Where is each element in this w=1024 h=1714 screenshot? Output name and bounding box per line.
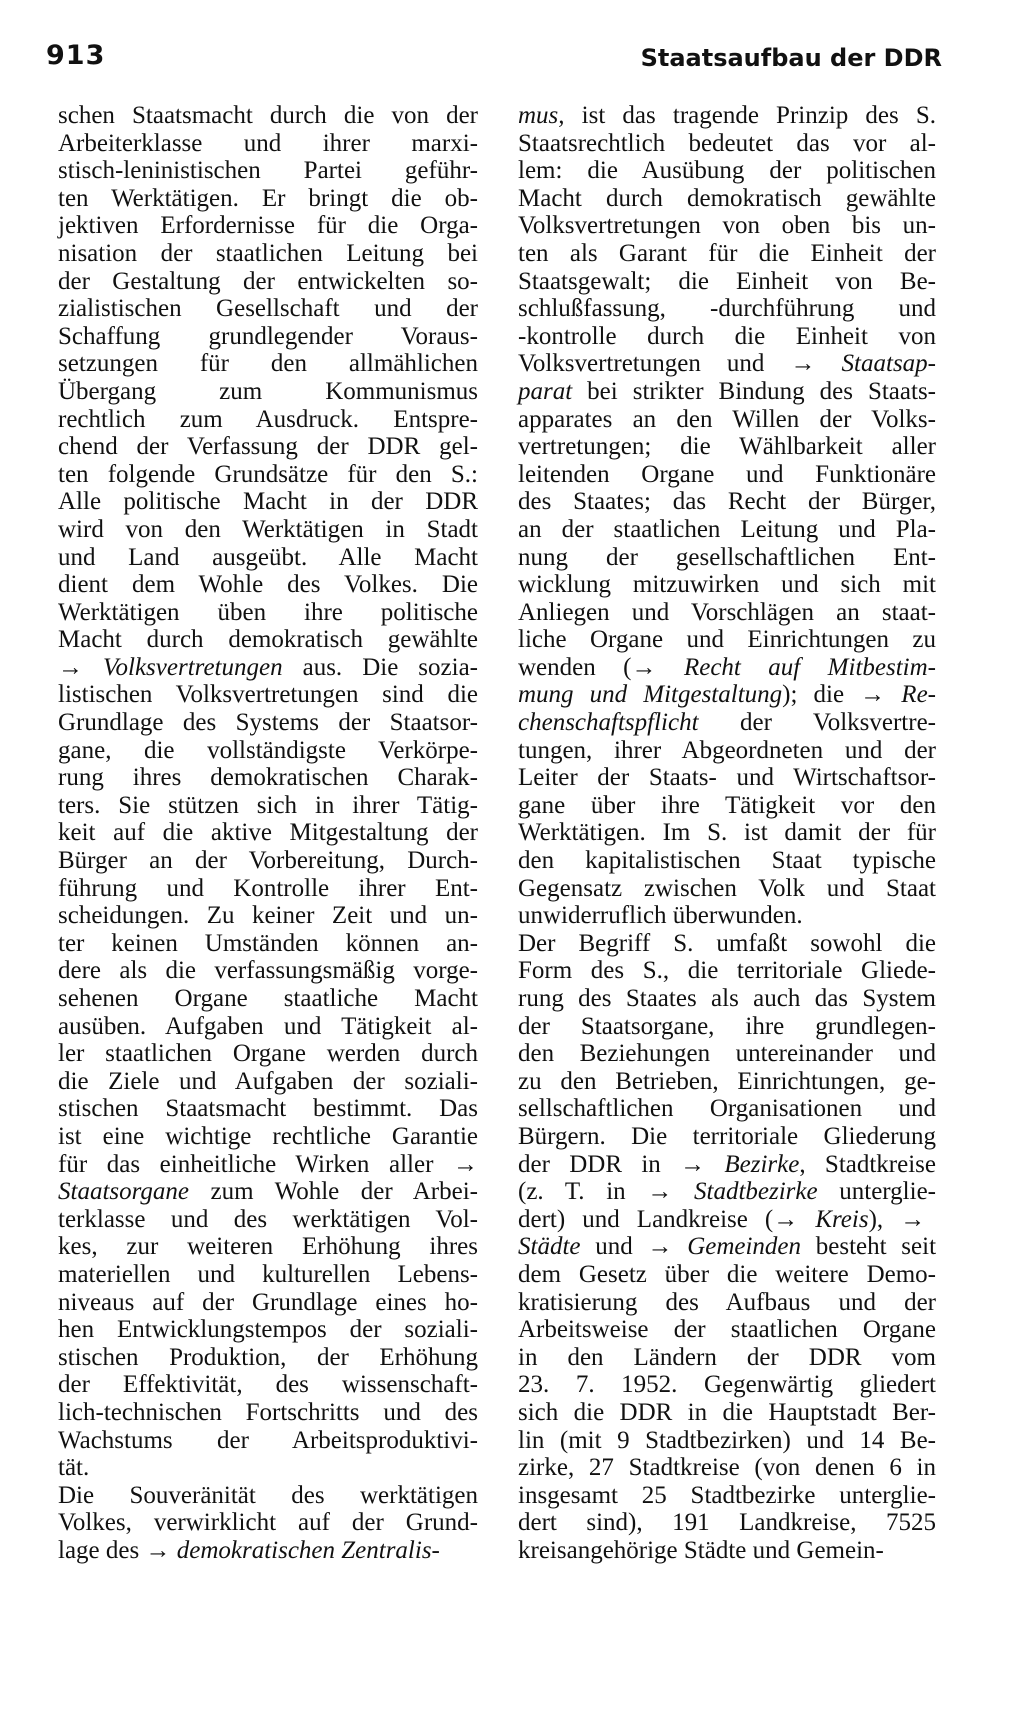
- text-segment: die Ziele und Aufgaben der soziali-: [58, 1067, 478, 1095]
- text-segment: chend der Verfassung der DDR gel-: [58, 433, 478, 461]
- text-line: [58, 433, 478, 461]
- text-line: [518, 654, 936, 682]
- text-line: [518, 1344, 936, 1372]
- text-segment: zum Wohle der Arbei-: [189, 1178, 478, 1206]
- cross-reference: Staatsorgane: [58, 1178, 190, 1206]
- text-line: [58, 1371, 478, 1399]
- text-line: [518, 737, 936, 765]
- text-segment: terklasse und des werktätigen Vol-: [58, 1205, 478, 1233]
- text-segment: zu den Betrieben, Einrichtungen, ge-: [518, 1067, 936, 1095]
- text-segment: dem Gesetz über die weitere Demo-: [518, 1260, 936, 1288]
- text-segment: wenden (→: [518, 653, 684, 681]
- text-segment: kreisangehörige Städte und Gemein-: [518, 1536, 884, 1564]
- text-line: [58, 1261, 478, 1289]
- text-segment: zirke, 27 Stadtkreise (von denen 6 in: [518, 1454, 936, 1482]
- text-segment: Arbeitsweise der staatlichen Organe: [518, 1316, 936, 1344]
- text-line: [58, 709, 478, 737]
- cross-reference: parat: [518, 377, 573, 405]
- text-line: [58, 819, 478, 847]
- text-segment: der DDR in →: [518, 1150, 725, 1178]
- cross-reference: Stadtbezirke: [694, 1178, 818, 1206]
- text-segment: dient dem Wohle des Volkes. Die: [58, 571, 478, 599]
- text-segment: 23. 7. 1952. Gegenwärtig gliedert: [518, 1371, 936, 1399]
- text-line: [58, 1040, 478, 1068]
- text-line: [58, 1482, 478, 1510]
- text-line: [518, 1427, 936, 1455]
- text-segment: dere als die verfassungsmäßig vorge-: [58, 957, 478, 985]
- text-segment: Wachstums der Arbeitsproduktivi-: [58, 1426, 478, 1454]
- text-segment: dert sind), 191 Landkreise, 7525: [518, 1509, 936, 1537]
- text-line: [518, 461, 936, 489]
- text-segment: sellschaftlichen Organisationen und: [518, 1095, 936, 1123]
- cross-reference: Volksvertretungen: [103, 653, 283, 681]
- text-segment: Macht durch demokratisch gewählte: [58, 626, 478, 654]
- text-line: [58, 1151, 478, 1179]
- text-segment: ten folgende Grundsätze für den S.:: [58, 460, 478, 488]
- text-segment: Arbeiterklasse und ihrer marxi-: [58, 129, 478, 157]
- text-segment: Übergang zum Kommunismus: [58, 377, 478, 405]
- text-line: [58, 1095, 478, 1123]
- text-line: [58, 681, 478, 709]
- text-line: [518, 681, 936, 709]
- cross-reference: Recht auf Mitbestim-: [683, 653, 936, 681]
- text-segment: lage des →: [58, 1536, 177, 1564]
- text-line: [518, 626, 936, 654]
- text-segment: stisch-leninistischen Partei geführ-: [58, 157, 478, 185]
- cross-reference: Staatsap-: [841, 350, 936, 378]
- text-line: [518, 130, 936, 158]
- text-segment: unwiderruflich überwunden.: [518, 902, 803, 930]
- cross-reference: mus,: [518, 102, 565, 129]
- text-segment: ausüben. Aufgaben und Tätigkeit al-: [58, 1012, 478, 1040]
- text-line: [58, 737, 478, 765]
- text-line: [518, 792, 936, 820]
- text-segment: →: [58, 653, 104, 681]
- text-segment: wird von den Werktätigen in Stadt: [58, 515, 478, 543]
- text-line: [58, 599, 478, 627]
- text-line: [518, 571, 936, 599]
- running-head: Staatsaufbau der DDR: [640, 44, 942, 72]
- text-segment: kratisierung des Aufbaus und der: [518, 1288, 936, 1316]
- text-segment: den Beziehungen untereinander und: [518, 1040, 936, 1068]
- text-line: [58, 1068, 478, 1096]
- text-segment: (z. T. in →: [518, 1178, 694, 1206]
- text-line: [518, 709, 936, 737]
- text-segment: ), →: [868, 1205, 926, 1233]
- text-line: [518, 819, 936, 847]
- text-segment: wicklung mitzuwirken und sich mit: [518, 571, 936, 599]
- text-segment: der Staatsorgane, ihre grundlegen-: [518, 1012, 936, 1040]
- text-line: [518, 1509, 936, 1537]
- text-segment: Werktätigen. Im S. ist damit der für: [518, 819, 936, 847]
- text-line: [518, 295, 936, 323]
- text-segment: der Volksvertre-: [698, 709, 936, 737]
- text-segment: der Gestaltung der entwickelten so-: [58, 267, 478, 295]
- text-segment: stischen Staatsmacht bestimmt. Das: [58, 1095, 478, 1123]
- text-segment: gane über ihre Tätigkeit vor den: [518, 791, 936, 819]
- text-segment: und Land ausgeübt. Alle Macht: [58, 543, 478, 571]
- text-segment: und →: [580, 1233, 688, 1261]
- text-line: [518, 350, 936, 378]
- text-segment: lich-technischen Fortschritts und des: [58, 1398, 478, 1426]
- text-line: [58, 157, 478, 185]
- cross-reference: Städte: [518, 1233, 581, 1261]
- text-segment: ten Werktätigen. Er bringt die ob-: [58, 184, 478, 212]
- text-segment: tungen, ihrer Abgeordneten und der: [518, 736, 936, 764]
- text-segment: hen Entwicklungstempos der soziali-: [58, 1316, 478, 1344]
- text-line: [518, 323, 936, 351]
- text-line: [58, 1178, 478, 1206]
- text-segment: Leiter der Staats- und Wirtschaftsor-: [518, 764, 936, 792]
- text-segment: apparates an den Willen der Volks-: [518, 405, 936, 433]
- text-segment: bei strikter Bindung des Staats-: [572, 377, 936, 405]
- text-line: [58, 350, 478, 378]
- text-segment: Bürger an der Vorbereitung, Durch-: [58, 847, 478, 875]
- cross-reference: Bezirke: [724, 1150, 800, 1178]
- text-segment: den kapitalistischen Staat typische: [518, 847, 936, 875]
- cross-reference: mung und Mitgestaltung: [518, 681, 783, 709]
- text-line: [518, 185, 936, 213]
- text-segment: rechtlich zum Ausdruck. Entspre-: [58, 405, 478, 433]
- text-line: [58, 323, 478, 351]
- text-line: [518, 1068, 936, 1096]
- cross-reference: Gemeinden: [687, 1233, 802, 1261]
- text-line: [518, 1454, 936, 1482]
- text-line: [518, 985, 936, 1013]
- text-segment: lin (mit 9 Stadtbezirken) und 14 Be-: [518, 1426, 936, 1454]
- text-line: [58, 1344, 478, 1372]
- text-segment: Anliegen und Vorschlägen an staat-: [518, 598, 936, 626]
- text-line: [58, 930, 478, 958]
- text-segment: für das einheitliche Wirken aller →: [58, 1150, 478, 1178]
- text-line: [518, 599, 936, 627]
- text-segment: Bürgern. Die territoriale Gliederung: [518, 1122, 936, 1150]
- text-segment: der Effektivität, des wissenschaft-: [58, 1371, 478, 1399]
- text-line: [518, 406, 936, 434]
- text-segment: Grundlage des Systems der Staatsor-: [58, 709, 478, 737]
- text-line: [518, 488, 936, 516]
- left-text-column: [58, 102, 478, 1564]
- text-segment: in den Ländern der DDR vom: [518, 1343, 936, 1371]
- text-line: [518, 847, 936, 875]
- text-segment: keit auf die aktive Mitgestaltung der: [58, 819, 478, 847]
- text-line: [58, 1399, 478, 1427]
- text-line: [58, 1316, 478, 1344]
- text-segment: leitenden Organe und Funktionäre: [518, 460, 936, 488]
- text-line: [58, 488, 478, 516]
- text-segment: Volkes, verwirklicht auf der Grund-: [58, 1509, 478, 1537]
- text-line: [58, 102, 478, 130]
- text-line: [518, 1537, 936, 1565]
- text-segment: Die Souveränität des werktätigen: [58, 1481, 478, 1509]
- text-segment: Alle politische Macht in der DDR: [58, 488, 478, 516]
- text-line: [58, 1509, 478, 1537]
- text-line: [518, 1261, 936, 1289]
- text-line: [58, 1013, 478, 1041]
- text-segment: ist eine wichtige rechtliche Garantie: [58, 1122, 478, 1150]
- text-line: [58, 1123, 478, 1151]
- text-line: [58, 571, 478, 599]
- text-segment: lem: die Ausübung der politischen: [518, 157, 936, 185]
- text-line: [518, 957, 936, 985]
- text-segment: aus. Die sozia-: [282, 653, 478, 681]
- text-segment: ten als Garant für die Einheit der: [518, 239, 936, 267]
- text-line: [58, 626, 478, 654]
- text-line: [58, 985, 478, 1013]
- text-line: [518, 902, 936, 930]
- text-line: [518, 1095, 936, 1123]
- text-segment: nisation der staatlichen Leitung bei: [58, 239, 478, 267]
- text-segment: schen Staatsmacht durch die von der: [58, 102, 478, 129]
- text-line: [518, 1289, 936, 1317]
- text-line: [58, 654, 478, 682]
- text-line: [58, 957, 478, 985]
- text-line: [58, 295, 478, 323]
- text-segment: zialistischen Gesellschaft und der: [58, 295, 478, 323]
- text-segment: niveaus auf der Grundlage eines ho-: [58, 1288, 478, 1316]
- text-segment: Schaffung grundlegender Voraus-: [58, 322, 478, 350]
- text-segment: besteht seit: [801, 1233, 937, 1261]
- text-segment: ters. Sie stützen sich in ihrer Tätig-: [58, 791, 478, 819]
- text-segment: Volksvertretungen von oben bis un-: [518, 212, 936, 240]
- text-line: [518, 1123, 936, 1151]
- text-line: [518, 378, 936, 406]
- text-segment: -kontrolle durch die Einheit von: [518, 322, 936, 350]
- text-line: [518, 1399, 936, 1427]
- text-line: [58, 875, 478, 903]
- text-line: [518, 516, 936, 544]
- text-segment: unterglie-: [817, 1178, 936, 1206]
- text-line: [518, 433, 936, 461]
- text-line: [58, 1206, 478, 1234]
- text-segment: ter keinen Umständen können an-: [58, 929, 478, 957]
- text-line: [518, 157, 936, 185]
- text-line: [518, 1151, 936, 1179]
- text-line: [58, 902, 478, 930]
- text-segment: gane, die vollständigste Verkörpe-: [58, 736, 478, 764]
- text-segment: ); die →: [782, 681, 902, 709]
- text-segment: ist das tragende Prinzip des S.: [564, 102, 936, 129]
- text-segment: des Staates; das Recht der Bürger,: [518, 488, 936, 516]
- text-segment: vertretungen; die Wählbarkeit aller: [518, 433, 936, 461]
- text-line: [518, 268, 936, 296]
- text-line: [518, 1371, 936, 1399]
- text-line: [518, 212, 936, 240]
- text-line: [58, 544, 478, 572]
- text-segment: Macht durch demokratisch gewählte: [518, 184, 936, 212]
- text-line: [518, 544, 936, 572]
- text-segment: , Stadtkreise: [799, 1150, 936, 1178]
- text-line: [58, 240, 478, 268]
- text-line: [518, 102, 936, 130]
- text-segment: stischen Produktion, der Erhöhung: [58, 1343, 478, 1371]
- text-segment: Der Begriff S. umfaßt sowohl die: [518, 929, 936, 957]
- text-line: [58, 847, 478, 875]
- text-line: [518, 1178, 936, 1206]
- text-line: [58, 130, 478, 158]
- text-line: [58, 1233, 478, 1261]
- text-line: [58, 1289, 478, 1317]
- text-segment: sehenen Organe staatliche Macht: [58, 985, 478, 1012]
- text-segment: tät.: [58, 1454, 90, 1482]
- text-segment: materiellen und kulturellen Lebens-: [58, 1260, 478, 1288]
- text-segment: dert) und Landkreise (→: [518, 1205, 816, 1233]
- text-line: [518, 240, 936, 268]
- text-segment: Staatsrechtlich bedeutet das vor al-: [518, 129, 936, 157]
- text-line: [58, 792, 478, 820]
- page-number: 913: [46, 40, 106, 71]
- text-line: [58, 406, 478, 434]
- text-segment: schlußfassung, -durchführung und: [518, 295, 936, 323]
- text-segment: rung des Staates als auch das System: [518, 985, 936, 1012]
- text-line: [58, 1454, 478, 1482]
- text-segment: sich die DDR in die Hauptstadt Ber-: [518, 1398, 936, 1426]
- text-line: [58, 378, 478, 406]
- cross-reference: Kreis: [815, 1205, 869, 1233]
- text-segment: listischen Volksvertretungen sind die: [58, 681, 478, 709]
- text-line: [58, 185, 478, 213]
- cross-reference: Re-: [901, 681, 936, 709]
- text-line: [518, 1040, 936, 1068]
- text-segment: rung ihres demokratischen Charak-: [58, 764, 478, 792]
- text-segment: kes, zur weiteren Erhöhung ihres: [58, 1233, 478, 1261]
- text-line: [518, 1482, 936, 1510]
- cross-reference: demokratischen Zentralis-: [176, 1536, 440, 1564]
- text-line: [518, 1233, 936, 1261]
- text-segment: führung und Kontrolle ihrer Ent-: [58, 874, 478, 902]
- text-segment: nung der gesellschaftlichen Ent-: [518, 543, 936, 571]
- text-segment: insgesamt 25 Stadtbezirke unterglie-: [518, 1481, 936, 1509]
- text-segment: Gegensatz zwischen Volk und Staat: [518, 874, 936, 902]
- text-segment: liche Organe und Einrichtungen zu: [518, 626, 936, 654]
- right-text-column: [518, 102, 936, 1564]
- text-line: [518, 764, 936, 792]
- text-segment: Werktätigen üben ihre politische: [58, 598, 478, 626]
- cross-reference: chenschaftspflicht: [518, 709, 699, 737]
- text-line: [58, 212, 478, 240]
- text-line: [58, 764, 478, 792]
- text-line: [58, 461, 478, 489]
- text-segment: jektiven Erfordernisse für die Orga-: [58, 212, 478, 240]
- text-line: [518, 1316, 936, 1344]
- text-line: [518, 930, 936, 958]
- text-line: [58, 516, 478, 544]
- text-line: [58, 1427, 478, 1455]
- text-line: [58, 268, 478, 296]
- text-segment: ler staatlichen Organe werden durch: [58, 1040, 478, 1068]
- text-segment: Staatsgewalt; die Einheit von Be-: [518, 267, 936, 295]
- text-segment: an der staatlichen Leitung und Pla-: [518, 515, 936, 543]
- text-segment: setzungen für den allmählichen: [58, 350, 478, 378]
- text-segment: Form des S., die territoriale Gliede-: [518, 957, 936, 985]
- text-segment: scheidungen. Zu keiner Zeit und un-: [58, 902, 478, 930]
- text-line: [518, 1206, 936, 1234]
- text-segment: Volksvertretungen und →: [518, 350, 842, 378]
- text-line: [58, 1537, 478, 1565]
- text-line: [518, 875, 936, 903]
- text-line: [518, 1013, 936, 1041]
